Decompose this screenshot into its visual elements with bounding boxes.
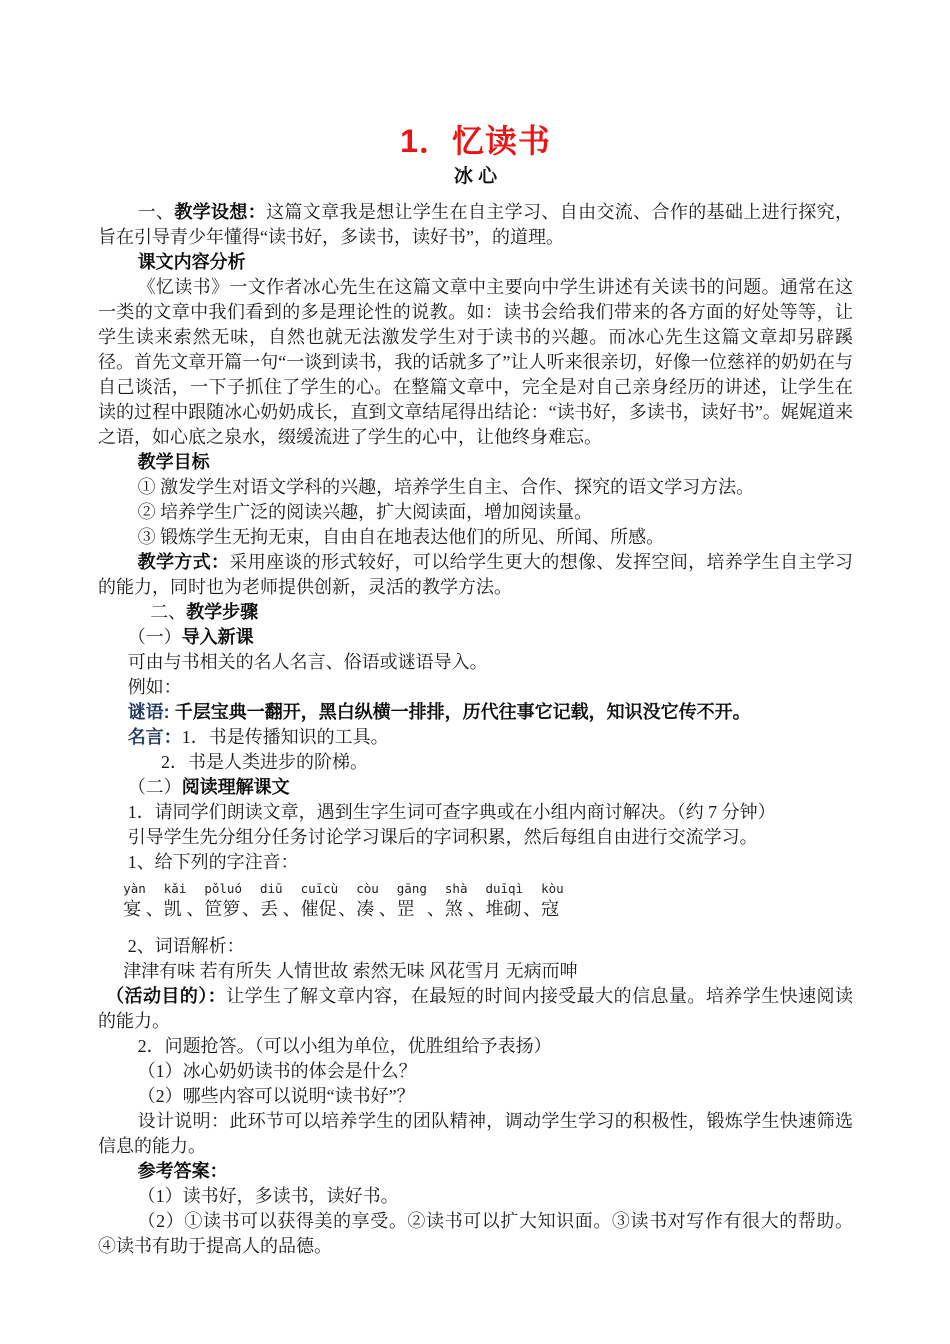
paragraph	[98, 475, 853, 500]
text-run: ① 激发学生对语文学科的兴趣，培养学生自主、合作、探究的语文学习方法。	[137, 477, 755, 497]
pinyin-text: kǎi	[163, 881, 187, 896]
pinyin-text: còu	[356, 881, 379, 896]
pinyin-item	[204, 882, 242, 920]
text-run: 2．书是人类进步的阶梯。	[161, 752, 368, 772]
hanzi-text: 煞	[444, 899, 463, 919]
text-run: 1．请同学们朗读文章，遇到生字生词可查字典或在小组内商讨解决。（约 7 分钟）	[127, 802, 776, 822]
bold-text: （活动目的）：	[106, 986, 227, 1006]
pinyin-item	[445, 882, 468, 920]
text-run: （二）	[127, 777, 182, 797]
bold-text: 教学步骤	[186, 602, 259, 622]
pinyin-item	[301, 882, 339, 920]
paragraph	[98, 1084, 853, 1109]
bold-text: 阅读理解课文	[181, 777, 290, 797]
paragraph	[98, 1034, 853, 1059]
text-run: 例如：	[127, 677, 182, 697]
bold-text: 教学设想：	[174, 202, 267, 222]
hanzi-text: 罡	[396, 899, 415, 919]
text-run: 1．书是传播知识的工具。	[181, 727, 389, 747]
pinyin-text: yàn	[123, 881, 146, 896]
pinyin-text: diū	[259, 881, 283, 896]
pinyin-item	[397, 882, 427, 920]
paragraph	[98, 675, 853, 700]
list-separator: 、	[426, 899, 445, 919]
paragraph	[98, 700, 853, 725]
text-run: 采用座谈的形式较好，可以给学生更大的想像、发挥空间，培养学生自主学习的能力，同时也为老师提供创新，灵活的教学方法。	[98, 552, 853, 597]
hanzi-text: 笸箩	[204, 899, 241, 919]
text-run: （2）哪些内容可以说明“读书好”？	[137, 1086, 415, 1106]
bold-text: 教学目标	[137, 452, 210, 472]
hanzi-text: 堆砌	[485, 899, 522, 919]
blue-label: 名言：	[127, 727, 182, 747]
pinyin-item	[123, 882, 146, 920]
paragraph	[98, 275, 853, 450]
paragraph	[98, 1109, 853, 1159]
paragraph	[98, 600, 853, 625]
paragraph	[161, 750, 853, 775]
paragraph	[98, 850, 853, 875]
hanzi-text: 宴	[123, 899, 142, 919]
document-author: 冰 心	[453, 166, 498, 187]
list-separator: 、	[186, 899, 205, 919]
pinyin-text: duīqì	[485, 881, 524, 896]
pinyin-text: gāng	[396, 881, 427, 896]
pinyin-text: shà	[444, 881, 468, 896]
text-run: 2．问题抢答。（可以小组为单位，优胜组给予表扬）	[137, 1036, 552, 1056]
paragraph	[98, 1184, 853, 1209]
pinyin-item	[260, 882, 283, 920]
hanzi-text: 寇	[541, 899, 560, 919]
bold-text: 千层宝典一翻开，黑白纵横一排排，历代往事它记载，知识没它传不开。	[169, 702, 751, 722]
document-title: 1．忆读书	[400, 123, 551, 159]
paragraph	[98, 1059, 853, 1084]
text-run: 二、	[150, 602, 187, 622]
text-run: 引导学生先分组分任务讨论学习课后的字词积累，然后每组自由进行交流学习。	[127, 827, 758, 847]
text-run: 津津有味 若有所失 人情世故 索然无味 风花雪月 无病而呻	[123, 961, 578, 981]
hanzi-text: 凑	[356, 899, 375, 919]
text-run: 让学生了解文章内容，在最短的时间内接受最大的信息量。培养学生快速阅读的能力。	[98, 986, 854, 1031]
list-separator: 、	[282, 899, 301, 919]
text-run: ② 培养学生广泛的阅读兴趣，扩大阅读面，增加阅读量。	[137, 502, 593, 522]
paragraph	[98, 450, 853, 475]
bold-text: 课文内容分析	[137, 252, 246, 272]
hanzi-text: 凯	[163, 899, 182, 919]
blue-label: 谜语:	[127, 702, 170, 722]
paragraph	[98, 550, 853, 600]
paragraph	[98, 825, 853, 850]
text-run: 2、词语解析：	[127, 936, 245, 956]
list-separator: 、	[523, 899, 542, 919]
document-body	[98, 200, 858, 1259]
text-run: 一、	[137, 202, 175, 222]
text-run: 这篇文章我是想让学生在自主学习、自由交流、合作的基础上进行探究，旨在引导青少年懂得“读书好，多读书，读好书”，的道理。	[98, 202, 854, 247]
text-run: （一）	[127, 627, 182, 647]
paragraph	[98, 200, 853, 250]
pinyin-annotation-row	[98, 882, 853, 920]
bold-text: 导入新课	[181, 627, 254, 647]
paragraph	[98, 525, 853, 550]
paragraph	[98, 775, 853, 800]
text-run: （2）①读书可以获得美的享受。②读书可以扩大知识面。③读书对写作有很大的帮助。 ④读书有助于提高人的品德。	[98, 1211, 858, 1256]
pinyin-text: cuīcù	[300, 881, 339, 896]
pinyin-text: kòu	[541, 881, 564, 896]
pinyin-text: pǒluó	[204, 881, 242, 896]
paragraph	[98, 650, 853, 675]
text-run: 1、给下列的字注音：	[127, 852, 299, 872]
paragraph	[98, 1159, 853, 1184]
list-separator: 、	[378, 899, 397, 919]
paragraph	[98, 625, 853, 650]
paragraph	[98, 959, 853, 984]
list-separator: 、	[467, 899, 486, 919]
pinyin-item	[485, 882, 523, 920]
pinyin-item	[356, 882, 379, 920]
text-run: 可由与书相关的名人名言、俗语或谜语导入。	[127, 652, 488, 672]
paragraph	[98, 250, 853, 275]
paragraph	[98, 934, 853, 959]
text-run: （1）读书好，多读书，读好书。	[137, 1186, 399, 1206]
paragraph	[98, 800, 853, 825]
text-run: ③ 锻炼学生无拘无束，自由自在地表达他们的所见、所闻、所感。	[137, 527, 665, 547]
paragraph	[98, 1209, 858, 1259]
text-run: 设计说明：此环节可以培养学生的团队精神，调动学生学习的积极性，锻炼学生快速筛选信息的能力。	[98, 1111, 853, 1156]
text-run: （1）冰心奶奶读书的体会是什么？	[137, 1061, 417, 1081]
paragraph	[98, 984, 853, 1034]
bold-text: 参考答案：	[137, 1161, 228, 1181]
paragraph	[98, 725, 853, 750]
list-separator: 、	[241, 899, 260, 919]
hanzi-text: 催促	[300, 899, 337, 919]
list-separator: 、	[338, 899, 357, 919]
pinyin-item	[164, 882, 187, 920]
bold-text: 教学方式：	[137, 552, 230, 572]
list-separator: 、	[145, 899, 164, 919]
hanzi-text: 丢	[259, 899, 278, 919]
pinyin-item	[541, 882, 564, 920]
paragraph	[98, 500, 853, 525]
text-run: 《忆读书》一文作者冰心先生在这篇文章中主要向中学生讲述有关读书的问题。通常在这一类的文章中我们看到的多是理论性的说教。如：读书会给我们带来的各方面的好处等等，让学生读来索然无味，自然也就无法激发学生对于读书的兴趣。而冰心先生这篇文章却另辟蹊径。首先文章开篇一句“一谈到读书，我的话就多了”让人听来很亲切，好像一位慈祥的奶奶在与自己谈活，一下子抓住了学生的心。在整篇文章中，完全是对自己亲身经历的讲述，让学生在读的过程中跟随冰心奶奶成长，直到文章结尾得出结论：“读书好，多读书，读好书”。娓娓道来之语，如心底之泉水，缀缓流进了学生的心中，让他终身难忘。	[98, 277, 853, 447]
